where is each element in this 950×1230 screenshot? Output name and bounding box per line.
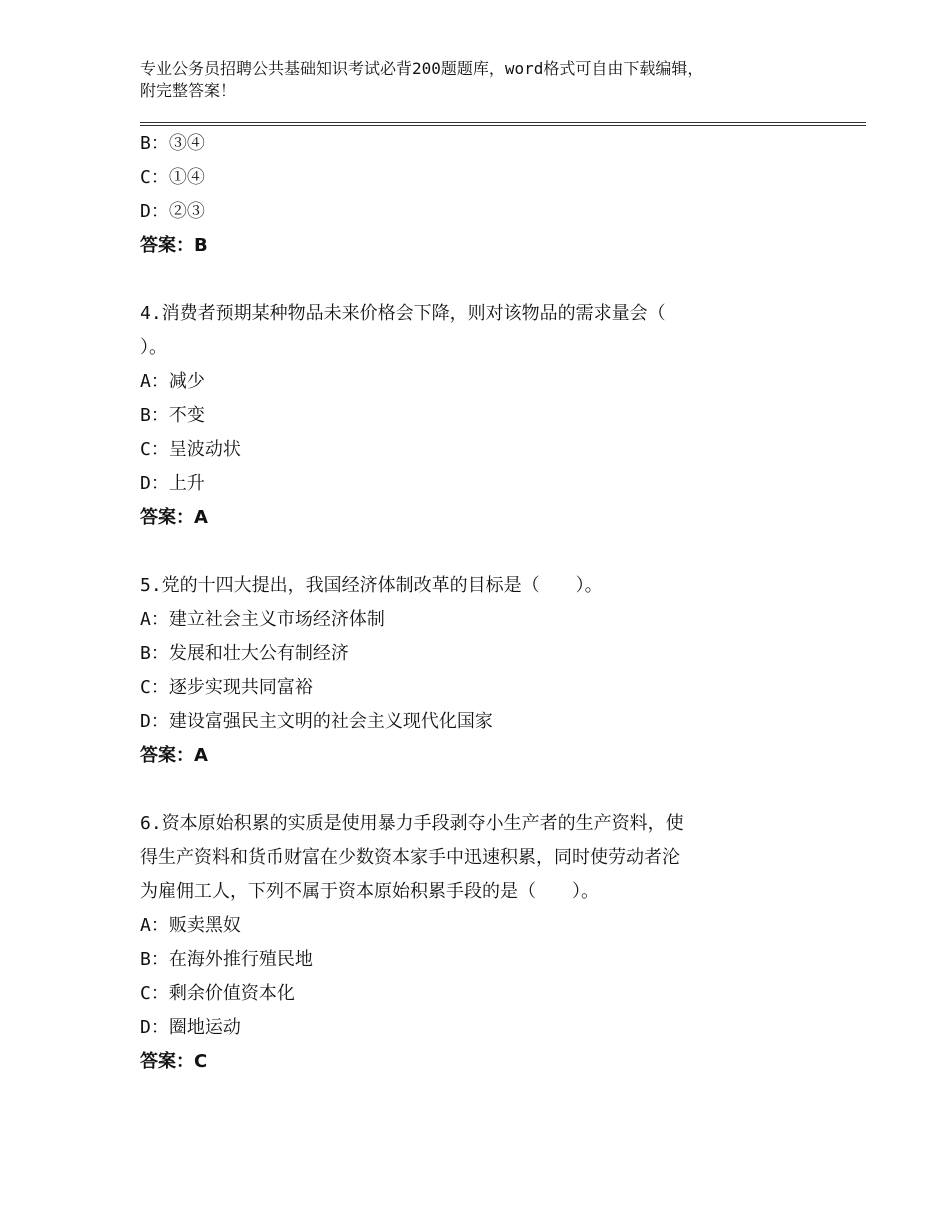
header-rule-top [140, 122, 866, 123]
answer: 答案：A [140, 507, 208, 528]
option-d: D：②③ [140, 201, 205, 222]
option-b: B：不变 [140, 405, 205, 426]
question-stem: 4.消费者预期某种物品未来价格会下降，则对该物品的需求量会（ [140, 303, 666, 324]
question-list [140, 127, 820, 1079]
question-stem: 6.资本原始积累的实质是使用暴力手段剥夺小生产者的生产资料，使 [140, 813, 684, 834]
answer: 答案：A [140, 745, 208, 766]
option-a: A：贩卖黑奴 [140, 915, 241, 936]
answer: 答案：B [140, 235, 208, 256]
question-stem: ）。 [140, 337, 167, 358]
option-d: D：上升 [140, 473, 205, 494]
question-stem: 5.党的十四大提出，我国经济体制改革的目标是（ ）。 [140, 575, 603, 596]
question-4 [140, 297, 820, 535]
question-3-tail [140, 127, 820, 263]
header-line-2: 附完整答案！ [140, 81, 237, 100]
question-6 [140, 807, 820, 1079]
option-d: D：建设富强民主文明的社会主义现代化国家 [140, 711, 493, 732]
question-spacer [140, 535, 820, 569]
option-b: B：③④ [140, 133, 205, 154]
option-c: C：剩余价值资本化 [140, 983, 295, 1004]
option-c: C：逐步实现共同富裕 [140, 677, 313, 698]
question-spacer [140, 773, 820, 807]
option-c: C：呈波动状 [140, 439, 241, 460]
option-a: A：减少 [140, 371, 205, 392]
option-c: C：①④ [140, 167, 205, 188]
option-b: B：发展和壮大公有制经济 [140, 643, 349, 664]
question-stem: 得生产资料和货币财富在少数资本家手中迅速积累，同时使劳动者沦 [140, 847, 680, 868]
option-d: D：圈地运动 [140, 1017, 241, 1038]
page-header [140, 58, 820, 102]
option-a: A：建立社会主义市场经济体制 [140, 609, 385, 630]
answer: 答案：C [140, 1051, 208, 1072]
question-5 [140, 569, 820, 773]
header-rule-bottom [140, 125, 866, 126]
option-b: B：在海外推行殖民地 [140, 949, 313, 970]
header-line-1: 专业公务员招聘公共基础知识考试必背200题题库，word格式可自由下载编辑， [140, 59, 704, 78]
question-spacer [140, 263, 820, 297]
question-stem: 为雇佣工人，下列不属于资本原始积累手段的是（ ）。 [140, 881, 599, 902]
